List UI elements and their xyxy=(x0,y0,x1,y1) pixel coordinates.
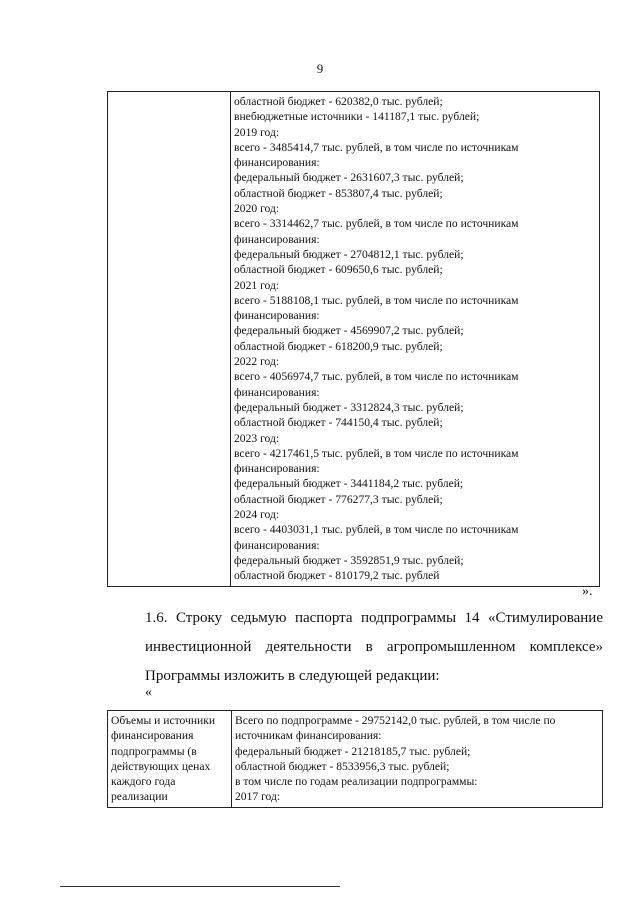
label-line: каждого года xyxy=(111,775,176,789)
funding-table-continuation xyxy=(107,91,600,587)
funding-table-new-edition xyxy=(107,710,603,808)
table-line: областной бюджет - 776277,3 тыс. рублей; xyxy=(234,492,443,506)
table-line: 2017 год: xyxy=(235,790,281,804)
table-line: всего - 3314462,7 тыс. рублей, в том числе по источникам xyxy=(234,217,519,231)
table-line: 2019 год: xyxy=(234,125,280,139)
table-line: финансирования: xyxy=(234,232,320,246)
label-line: Объемы и источники xyxy=(111,714,216,727)
table-line: 2024 год: xyxy=(234,508,280,522)
table-line: всего - 3485414,7 тыс. рублей, в том числе по источникам xyxy=(234,140,519,154)
label-line: финансирования xyxy=(111,729,194,743)
label-line: действующих ценах xyxy=(111,759,211,773)
table-line: финансирования: xyxy=(234,462,320,476)
table-line: финансирования: xyxy=(234,538,320,552)
table-line: финансирования: xyxy=(234,309,320,323)
table-line: федеральный бюджет - 3312824,3 тыс. рублей; xyxy=(234,400,464,414)
table-line: всего - 4403031,1 тыс. рублей, в том числе по источникам xyxy=(234,523,519,537)
table-line: областной бюджет - 618200,9 тыс. рублей; xyxy=(234,339,443,353)
label-line: реализации xyxy=(111,790,168,804)
table-value-cell xyxy=(232,711,603,808)
table-line: областной бюджет - 620382,0 тыс. рублей; xyxy=(234,95,443,108)
table-line: федеральный бюджет - 2631607,3 тыс. рублей; xyxy=(234,171,464,185)
table-line: в том числе по годам реализации подпрограммы: xyxy=(235,775,478,789)
table-label-cell xyxy=(108,711,232,808)
opening-quote: « xyxy=(145,685,152,700)
amendment-paragraph xyxy=(107,604,603,691)
label-line: подпрограммы (в xyxy=(111,744,197,758)
table-line: Всего по подпрограмме - 29752142,0 тыс. рублей, в том числе по xyxy=(235,714,556,727)
footer-rule xyxy=(60,886,340,887)
table-label-cell xyxy=(108,92,231,587)
table-line: всего - 4217461,5 тыс. рублей, в том числе по источникам xyxy=(234,446,519,460)
table-line: внебюджетные источники - 141187,1 тыс. рублей; xyxy=(234,110,480,124)
table-line: областной бюджет - 853807,4 тыс. рублей; xyxy=(234,186,443,200)
table-line: финансирования: xyxy=(234,385,320,399)
table-line: федеральный бюджет - 4569907,2 тыс. рублей; xyxy=(234,324,464,338)
closing-quote: ». xyxy=(582,584,593,599)
table-line: источникам финансирования: xyxy=(235,729,382,743)
table-line: федеральный бюджет - 21218185,7 тыс. рублей; xyxy=(235,744,471,758)
table-line: всего - 4056974,7 тыс. рублей, в том числе по источникам xyxy=(234,370,519,384)
table-line: 2023 год: xyxy=(234,431,280,445)
table-line: всего - 5188108,1 тыс. рублей, в том числе по источникам xyxy=(234,293,519,307)
table-line: областной бюджет - 744150,4 тыс. рублей; xyxy=(234,416,443,430)
table-line: финансирования: xyxy=(234,156,320,170)
table-line: областной бюджет - 810179,2 тыс. рублей xyxy=(234,569,440,583)
table-line: областной бюджет - 8533956,3 тыс. рублей; xyxy=(235,759,450,773)
table-line: федеральный бюджет - 2704812,1 тыс. рублей; xyxy=(234,247,464,261)
table-line: 2021 год: xyxy=(234,278,280,292)
table-line: 2020 год: xyxy=(234,202,280,216)
table-line: областной бюджет - 609650,6 тыс. рублей; xyxy=(234,263,443,277)
table-line: 2022 год: xyxy=(234,355,280,369)
page-number: 9 xyxy=(316,61,324,76)
paragraph-text: 1.6. Строку седьмую паспорта подпрограммы 14 «Стимулирование инвестиционной деятельности в агропромышленном комплексе» Программы изложить в следующей редакции: xyxy=(145,610,603,684)
table-line: федеральный бюджет - 3441184,2 тыс. рублей; xyxy=(234,477,464,491)
table-line: федеральный бюджет - 3592851,9 тыс. рублей; xyxy=(234,553,464,567)
table-value-cell xyxy=(231,92,600,587)
